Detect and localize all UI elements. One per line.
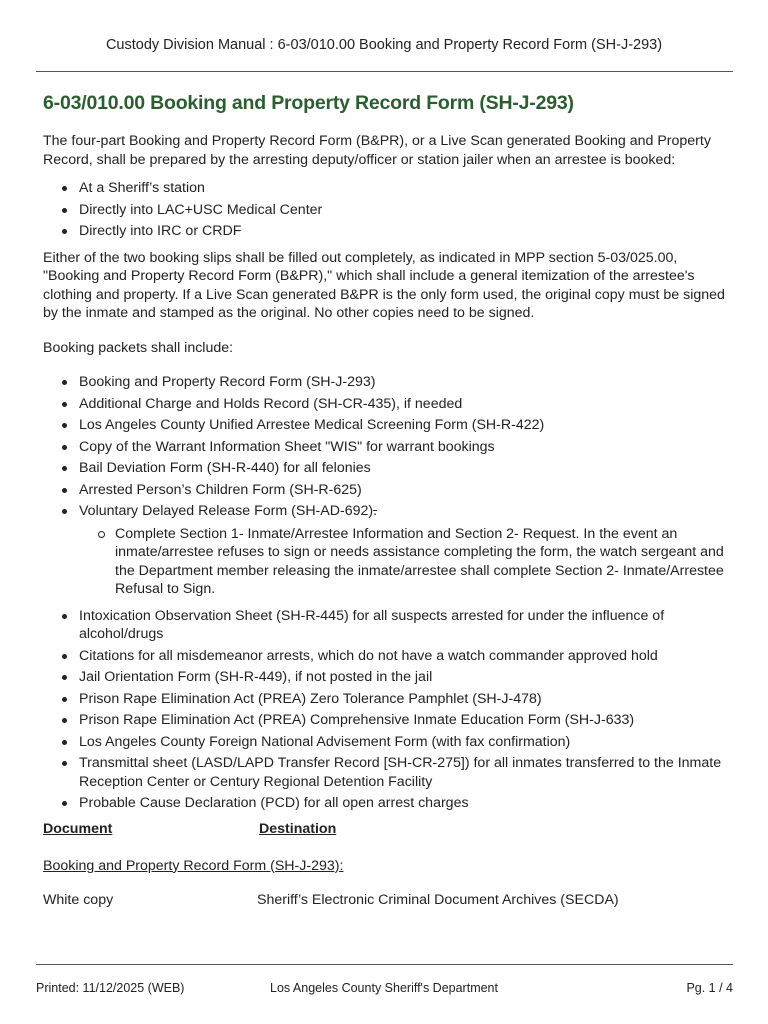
header-divider	[36, 71, 733, 72]
booking-locations-list	[43, 179, 733, 241]
page-title: 6-03/010.00 Booking and Property Record Form (SH-J-293)	[43, 92, 574, 114]
list-item: Bail Deviation Form (SH-R-440) for all felonies	[43, 459, 733, 478]
running-header: Custody Division Manual : 6-03/010.00 Booking and Property Record Form (SH-J-293)	[105, 37, 663, 53]
booking-packet-list	[43, 373, 733, 599]
list-item: Los Angeles County Foreign National Advisement Form (with fax confirmation)	[43, 733, 733, 752]
list-item: Copy of the Warrant Information Sheet "WIS" for warrant bookings	[43, 438, 733, 457]
destination-cell: Sheriff’s Electronic Criminal Document Archives (SECDA)	[257, 892, 619, 908]
table-row	[43, 892, 733, 912]
struck-period: .	[373, 503, 378, 519]
distribution-table-header	[43, 821, 733, 841]
booking-packet-list-continued	[43, 607, 733, 813]
booking-slips-paragraph: Either of the two booking slips shall be filled out completely, as indicated in MPP section 5-03/025.00, "Booking and Property Record Form (B&PR)," which shall include a general itemization of the arrestee's clothing and property. If a Live Scan generated B&PR is the only form used, the original copy must be signed by the inmate and stamped as the original. No other copies need to be signed.	[43, 249, 725, 321]
list-item: Los Angeles County Unified Arrestee Medical Screening Form (SH-R-422)	[43, 416, 733, 435]
voluntary-release-text: Voluntary Delayed Release Form (SH-AD-692)	[79, 503, 374, 519]
voluntary-release-sublist	[79, 525, 733, 599]
list-item: Prison Rape Elimination Act (PREA) Comprehensive Inmate Education Form (SH-J-633)	[43, 711, 733, 730]
footer-department: Los Angeles County Sheriff's Department	[270, 981, 498, 995]
column-header-destination: Destination	[259, 820, 337, 837]
list-item: Probable Cause Declaration (PCD) for all open arrest charges	[43, 794, 733, 813]
footer-divider	[36, 964, 733, 965]
list-item: Arrested Person’s Children Form (SH-R-625)	[43, 481, 733, 500]
column-header-document: Document	[43, 820, 113, 837]
list-item: Directly into IRC or CRDF	[43, 222, 733, 241]
list-item: Prison Rape Elimination Act (PREA) Zero Tolerance Pamphlet (SH-J-478)	[43, 690, 733, 709]
sub-list-item: Complete Section 1- Inmate/Arrestee Information and Section 2- Request. In the event an inmate/arrestee refuses to sign or needs assistance completing the form, the watch sergeant and the Department member releasing the inmate/arrestee shall complete Section 2- Inmate/Arrestee Refusal to Sign.	[79, 525, 733, 599]
list-item: Jail Orientation Form (SH-R-449), if not posted in the jail	[43, 668, 733, 687]
list-item: At a Sheriff’s station	[43, 179, 733, 198]
footer-page-number: Pg. 1 / 4	[686, 981, 733, 995]
list-item: Intoxication Observation Sheet (SH-R-445) for all suspects arrested for under the influence of alcohol/drugs	[43, 607, 733, 644]
list-item: Transmittal sheet (LASD/LAPD Transfer Record [SH-CR-275]) for all inmates transferred to the Inmate Reception Center or Century Regional Detention Facility	[43, 754, 733, 791]
list-item: Directly into LAC+USC Medical Center	[43, 201, 733, 220]
footer-printed-date: Printed: 11/12/2025 (WEB)	[36, 981, 185, 995]
intro-paragraph: The four-part Booking and Property Record Form (B&PR), or a Live Scan generated Booking and Property Record, shall be prepared by the arresting deputy/officer or station jailer when an arrestee is booked:	[43, 133, 711, 168]
booking-packets-heading: Booking packets shall include:	[43, 339, 234, 356]
list-item: Additional Charge and Holds Record (SH-CR-435), if needed	[43, 395, 733, 414]
list-item-voluntary-release	[43, 502, 733, 599]
document-body	[43, 90, 733, 912]
document-cell: White copy	[43, 892, 114, 908]
list-item: Booking and Property Record Form (SH-J-293)	[43, 373, 733, 392]
list-item: Citations for all misdemeanor arrests, which do not have a watch commander approved hold	[43, 647, 733, 666]
table-section-label: Booking and Property Record Form (SH-J-293):	[43, 857, 344, 874]
